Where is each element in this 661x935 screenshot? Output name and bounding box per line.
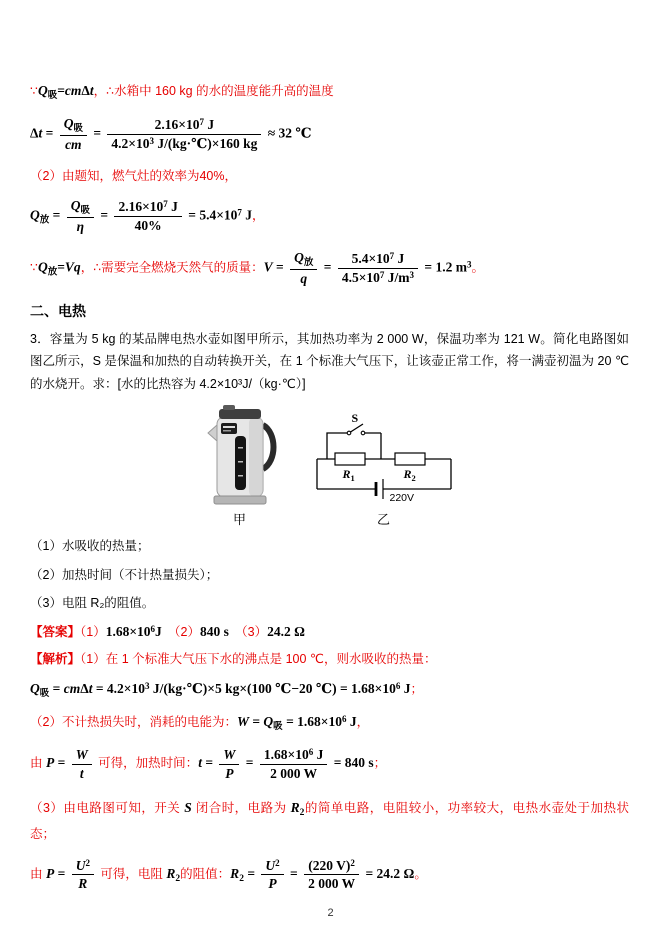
section-heading: 二、电热 [30, 302, 86, 319]
formula-heat-absorbed: $Q_吸 = cm\Delta t = 4.2\times 10^3$ J/(kg·℃)×5 kg×(100 ℃−20 ℃) = $1.68\times 10^6$ J； [30, 680, 423, 699]
resistor-r2-box [395, 453, 425, 465]
circuit-wires [309, 411, 459, 507]
formula-heating-time: 由 P = $\frac{W}{t}$ 可得，加热时间：t = $\frac{W}{P}$ = $\frac{1.68\times 10^6 J}{2 000 W}$ = 840 s； [30, 747, 387, 781]
kettle-lid [219, 409, 261, 419]
analysis-step3: （3）由电路图可知，开关 S 闭合时，电路为 $R_2$的简单电路，电阻较小，功率较大，电热水壶处于加热状态； [30, 799, 629, 841]
voltage-label: 220V [389, 492, 415, 505]
kettle-control-panel [221, 423, 237, 434]
formula-heat-released: $Q_放$ = $\frac{Q_吸}{\eta}$ = $\frac{2.16\times 10^7 J}{40\%}$ = $5.4\times 10^7$ J， [30, 197, 265, 235]
circuit-figure [309, 411, 459, 528]
formula-gas-volume: $\because Q_放=Vq$，∴需要完全燃烧天然气的质量：V = $\frac{Q_放}{q}$ = $\frac{5.4\times 10^7 J}{4.5\times 10^7 J/m^3}$ = 1.2 $m^3$。 [30, 249, 485, 287]
analysis-step1: （1）在 1 个标准大气压下水的沸点是 100 ℃，则水吸收的热量： [80, 652, 437, 667]
answer-content: $(1)1.68\times 10^6J$ （2）840 s （3）24.2 Ω [80, 624, 305, 640]
kettle-water-gauge [235, 436, 246, 490]
formula-temperature-rise: Δt = $\frac{Q_吸}{cm}$ = $\frac{2.16\times 10^7 J}{4.2\times 10^3 J/(kg\cdot℃)\times 160 kg}$ ≈ 32 ℃ [30, 115, 312, 153]
kettle-caption: 甲 [232, 512, 246, 528]
question-3: （3）电阻 R₂的阻值。 [30, 596, 155, 611]
figure [30, 403, 629, 528]
kettle-lid-button [223, 405, 235, 410]
resistor-r2-label: $R_2$ [403, 467, 416, 484]
page-number: 2 [327, 907, 334, 919]
kettle-spout [208, 425, 217, 441]
kettle-photo [201, 403, 279, 507]
kettle-figure [201, 403, 279, 528]
switch-label: S [351, 411, 359, 426]
switch-blade [350, 424, 363, 432]
kettle-base [214, 496, 266, 504]
question-1: （1）水吸收的热量； [30, 539, 150, 554]
switch-contact-left [347, 431, 351, 435]
analysis-tag: 【解析】 [30, 652, 81, 667]
answer-tag: 【答案】 [30, 625, 81, 640]
kettle-handle [263, 425, 274, 469]
circuit-diagram [309, 411, 459, 507]
problem-statement: 3．容量为 5 kg 的某品牌电热水壶如图甲所示，其加热功率为 2 000 W，保温功率为 121 W。简化电路图如图乙所示，S 是保温和加热的自动转换开关，在 1 个标准大气压下，让该壶正常工作，将一满壶初温为 20 ℃的水烧开。求：[水的比热容为 4.2×10³J/（kg·℃）] [30, 331, 629, 391]
analysis-line [30, 650, 629, 669]
formula-electric-energy: （2）不计热损失时，消耗的电能为：$W = Q_吸 = 1.68\times 10^6$ J， [30, 713, 370, 732]
answer-line [30, 622, 629, 643]
formula-resistance: 由 P = $\frac{U^2}{R}$ 可得，电阻 $R_2$的阻值：$R_2$ = $\frac{U^2}{P}$ = $\frac{(220 V)^2}{2 000 W}$ = 24.2 Ω。 [30, 857, 427, 892]
solution-step2-line: （2）由题知，燃气灶的效率为40%， [30, 168, 237, 183]
resistor-r1-box [335, 453, 365, 465]
solution-premise-line: $\because Q_吸=cm\Delta t$，∴水箱中 160 kg 的水的温度能升高的温度 [30, 83, 334, 101]
switch-contact-right [361, 431, 365, 435]
question-2: （2）加热时间（不计热量损失）； [30, 567, 219, 582]
circuit-caption: 乙 [376, 512, 390, 528]
resistor-r1-label: $R_1$ [342, 467, 355, 484]
